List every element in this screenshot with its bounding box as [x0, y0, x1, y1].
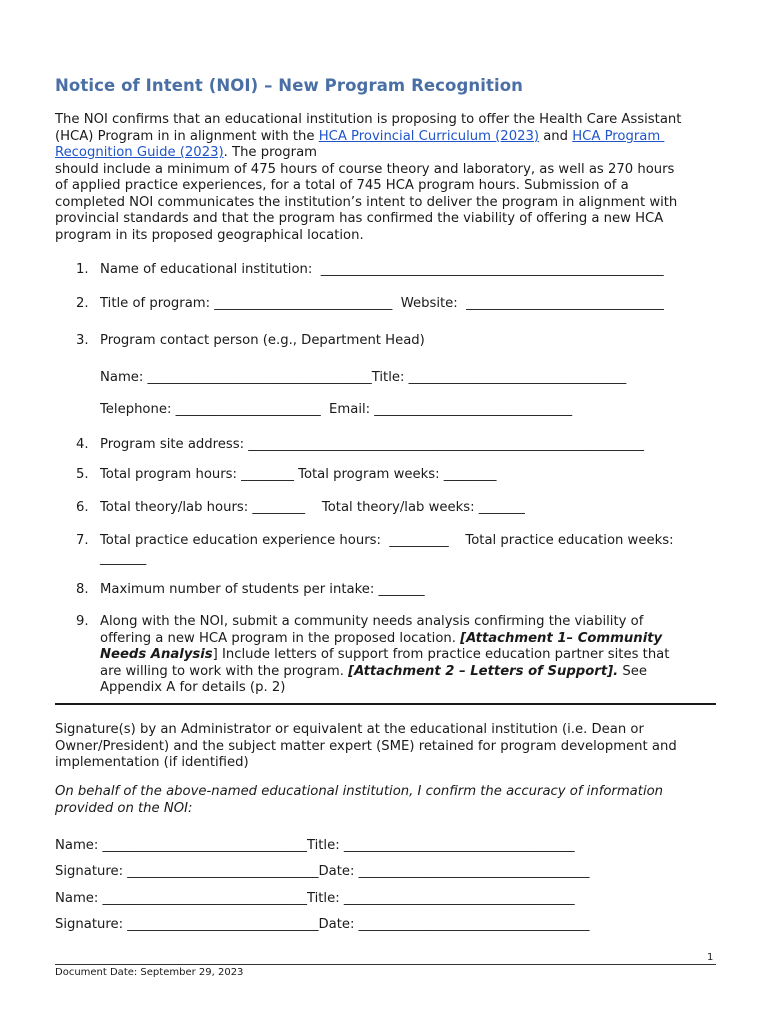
attachment-1-label: [Attachment 1– Community	[460, 630, 663, 646]
page-title: Notice of Intent (NOI) – New Program Recognition	[55, 76, 524, 95]
signature-intro	[55, 722, 720, 772]
hca-recognition-guide-link[interactable]: HCA Program	[572, 128, 665, 144]
signature-intro-line: Signature(s) by an Administrator or equivalent at the educational institution (i.e. Dean or	[55, 722, 644, 737]
item9-line: Along with the NOI, submit a community needs analysis confirming the viability of	[100, 614, 644, 629]
item-number: 7.	[76, 533, 89, 548]
signature-intro-line: implementation (if identified)	[55, 755, 249, 770]
item9-line: Appendix A for details (p. 2)	[100, 680, 286, 695]
document-date: Document Date: September 29, 2023	[55, 967, 244, 978]
signer2-name-title-field[interactable]: Name: _______________________________Title: ___________________________________	[55, 891, 575, 906]
item9-text: See	[618, 663, 647, 679]
hca-recognition-guide-link-cont[interactable]: Recognition Guide (2023)	[55, 145, 224, 160]
hca-provincial-curriculum-link[interactable]: HCA Provincial Curriculum (2023)	[318, 128, 540, 144]
item-text: Program contact person (e.g., Department Head)	[100, 333, 425, 348]
item9-text: are willing to work with the program.	[100, 663, 349, 679]
item-number: 2.	[76, 296, 89, 311]
item-number: 9.	[76, 614, 89, 629]
section-divider	[55, 703, 716, 705]
item9-text: ] Include letters of support from practice education partner sites that	[212, 647, 670, 662]
intro-line	[55, 145, 720, 162]
item9-line	[100, 647, 720, 664]
intro-line: provincial standards and that the program has confirmed the viability of offering a new HCA	[55, 211, 664, 226]
intro-text: and	[539, 128, 573, 144]
signer1-name-title-field[interactable]: Name: _______________________________Title: ___________________________________	[55, 838, 575, 853]
form-item-contact-person	[76, 333, 721, 399]
practice-weeks-field[interactable]: _______	[100, 551, 147, 566]
item9-line	[100, 664, 720, 681]
item-text: Name of educational institution: ____________________________________________________	[100, 262, 664, 277]
intro-text: . The program	[223, 145, 318, 160]
intro-line	[55, 129, 720, 146]
signer2-signature-date-field[interactable]: Signature: _____________________________Date: ___________________________________	[55, 917, 590, 932]
signer1-signature-date-field[interactable]: Signature: _____________________________Date: ___________________________________	[55, 864, 590, 879]
signature-intro-line: Owner/President) and the subject matter expert (SME) retained for program development and	[55, 738, 677, 754]
contact-phone-email-field[interactable]: Telephone: ______________________ Email: ______________________________	[100, 402, 573, 417]
intro-text: (HCA) Program in in alignment with the	[55, 128, 319, 144]
item-number: 8.	[76, 582, 89, 597]
item9-text: offering a new HCA program in the proposed location.	[100, 630, 461, 646]
item-text: Maximum number of students per intake: _______	[100, 582, 425, 597]
attachment-2-label: [Attachment 2 – Letters of Support].	[348, 663, 619, 679]
item-text: Total theory/lab hours: ________ Total theory/lab weeks: _______	[100, 500, 525, 515]
form-item-attachments	[100, 614, 720, 697]
intro-line: program in its proposed geographical location.	[55, 227, 364, 243]
item-number: 3.	[76, 333, 89, 348]
attachment-1-label-cont: Needs Analysis	[100, 647, 213, 662]
confirmation-line: provided on the NOI:	[55, 800, 193, 816]
item-text: Title of program: ___________________________ Website: ______________________________	[100, 296, 664, 311]
item-text: Total practice education experience hours: _________ Total practice education weeks:	[100, 533, 674, 548]
confirmation-line: On behalf of the above-named educational institution, I confirm the accuracy of information	[55, 784, 664, 799]
intro-line: completed NOI communicates the institution’s intent to deliver the program in alignment with	[55, 194, 678, 210]
contact-name-title-field[interactable]: Name: __________________________________Title: _________________________________	[100, 370, 627, 385]
item9-line	[100, 631, 720, 648]
intro-line: should include a minimum of 475 hours of course theory and laboratory, as well as 270 hours	[55, 161, 675, 177]
confirmation-statement	[55, 784, 720, 817]
item-number: 6.	[76, 500, 89, 515]
page-number: 1	[707, 952, 714, 963]
item-number: 5.	[76, 467, 89, 482]
intro-paragraph	[55, 112, 720, 244]
intro-line: The NOI confirms that an educational institution is proposing to offer the Health Care Assistant	[55, 112, 682, 127]
intro-line: of applied practice experiences, for a total of 745 HCA program hours. Submission of a	[55, 178, 629, 193]
item-text: Total program hours: ________ Total program weeks: ________	[100, 467, 497, 482]
item-number: 1.	[76, 262, 89, 277]
item-text: Program site address: ____________________________________________________________	[100, 437, 644, 452]
item-number: 4.	[76, 437, 89, 452]
footer-divider	[55, 964, 716, 965]
